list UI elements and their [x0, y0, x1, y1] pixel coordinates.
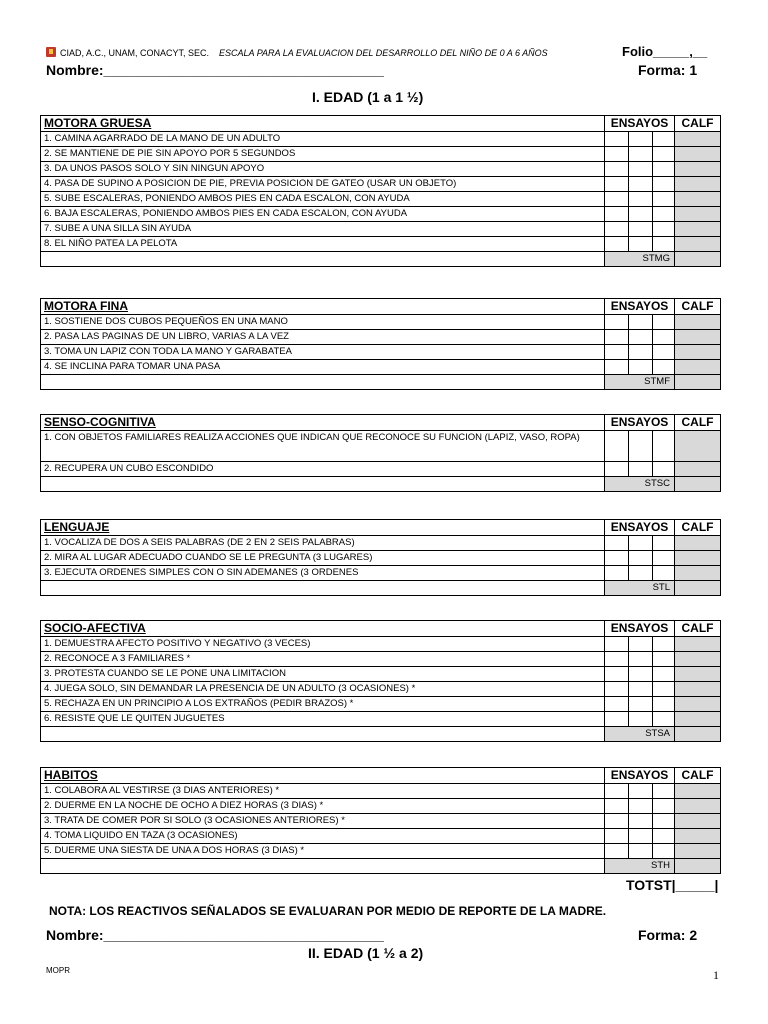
- calf-cell[interactable]: [675, 237, 721, 252]
- ensayo-cell[interactable]: [629, 192, 653, 207]
- item-text: 6. BAJA ESCALERAS, PONIENDO AMBOS PIES EN CADA ESCALON, CON AYUDA: [41, 207, 605, 222]
- item-text: 2. RECONOCE A 3 FAMILIARES *: [41, 652, 605, 667]
- section-title: SOCIO-AFECTIVA: [41, 621, 605, 637]
- ensayo-cell[interactable]: [605, 536, 629, 551]
- ensayo-cell[interactable]: [629, 462, 653, 477]
- item-text: 3. TOMA UN LAPIZ CON TODA LA MANO Y GARABATEA: [41, 345, 605, 360]
- ensayo-cell[interactable]: [605, 177, 629, 192]
- ensayo-cell[interactable]: [605, 132, 629, 147]
- ensayo-cell[interactable]: [653, 330, 675, 345]
- ensayo-cell[interactable]: [605, 829, 629, 844]
- ensayo-cell[interactable]: [629, 330, 653, 345]
- subtotal-label: STL: [605, 581, 675, 596]
- calf-cell[interactable]: [675, 682, 721, 697]
- item-text: 1. CAMINA AGARRADO DE LA MANO DE UN ADULTO: [41, 132, 605, 147]
- ensayo-cell[interactable]: [605, 637, 629, 652]
- section-title: HABITOS: [41, 768, 605, 784]
- ensayo-cell[interactable]: [605, 345, 629, 360]
- calf-cell[interactable]: [675, 360, 721, 375]
- subtotal-row: [41, 859, 721, 874]
- ensayo-cell[interactable]: [629, 667, 653, 682]
- calf-cell[interactable]: [675, 697, 721, 712]
- section-table: [40, 414, 721, 492]
- table-row: [41, 667, 721, 682]
- ensayo-cell[interactable]: [605, 566, 629, 581]
- ensayo-cell[interactable]: [653, 566, 675, 581]
- item-text: 1. COLABORA AL VESTIRSE (3 DIAS ANTERIORES) *: [41, 784, 605, 799]
- subtotal-label: STH: [605, 859, 675, 874]
- calf-cell[interactable]: [675, 799, 721, 814]
- ensayo-cell[interactable]: [653, 536, 675, 551]
- ensayo-cell[interactable]: [605, 192, 629, 207]
- subtotal-row: [41, 375, 721, 390]
- table-row: [41, 844, 721, 859]
- edad-title-2: II. EDAD (1 ½ a 2): [308, 945, 424, 961]
- calf-header: CALF: [675, 621, 721, 637]
- ensayo-cell[interactable]: [653, 712, 675, 727]
- forma-label: Forma: 1: [638, 62, 698, 78]
- calf-header: CALF: [675, 520, 721, 536]
- item-text: 3. PROTESTA CUANDO SE LE PONE UNA LIMITACION: [41, 667, 605, 682]
- ensayo-cell[interactable]: [653, 222, 675, 237]
- section-title: SENSO-COGNITIVA: [41, 415, 605, 431]
- ensayo-cell[interactable]: [605, 844, 629, 859]
- calf-cell[interactable]: [675, 829, 721, 844]
- subtotal-value[interactable]: [675, 252, 721, 267]
- calf-cell[interactable]: [675, 431, 721, 462]
- table-row: [41, 652, 721, 667]
- ensayo-cell[interactable]: [605, 207, 629, 222]
- ensayo-cell[interactable]: [653, 682, 675, 697]
- item-text: 1. SOSTIENE DOS CUBOS PEQUEÑOS EN UNA MANO: [41, 315, 605, 330]
- ensayo-cell[interactable]: [629, 829, 653, 844]
- logo-icon: [46, 47, 56, 57]
- table-row: [41, 566, 721, 581]
- ensayos-header: ENSAYOS: [605, 520, 675, 536]
- subtotal-value[interactable]: [675, 375, 721, 390]
- ensayo-cell[interactable]: [629, 315, 653, 330]
- ensayo-cell[interactable]: [653, 360, 675, 375]
- item-text: 4. PASA DE SUPINO A POSICION DE PIE, PREVIA POSICION DE GATEO (USAR UN OBJETO): [41, 177, 605, 192]
- calf-cell[interactable]: [675, 844, 721, 859]
- ensayo-cell[interactable]: [653, 667, 675, 682]
- table-row: [41, 237, 721, 252]
- table-row: [41, 637, 721, 652]
- nombre-field: Nombre:____________________________________: [46, 62, 384, 78]
- ensayo-cell[interactable]: [605, 162, 629, 177]
- ensayo-cell[interactable]: [629, 162, 653, 177]
- item-text: 2. PASA LAS PAGINAS DE UN LIBRO, VARIAS A LA VEZ: [41, 330, 605, 345]
- table-row: [41, 315, 721, 330]
- nombre-field-2: Nombre:____________________________________: [46, 927, 384, 943]
- edad-title: I. EDAD (1 a 1 ½): [312, 89, 424, 105]
- item-text: 4. SE INCLINA PARA TOMAR UNA PASA: [41, 360, 605, 375]
- ensayo-cell[interactable]: [605, 799, 629, 814]
- ensayo-cell[interactable]: [605, 431, 629, 462]
- item-text: 3. DA UNOS PASOS SOLO Y SIN NINGUN APOYO: [41, 162, 605, 177]
- calf-cell[interactable]: [675, 536, 721, 551]
- item-text: 1. DEMUESTRA AFECTO POSITIVO Y NEGATIVO (3 VECES): [41, 637, 605, 652]
- calf-header: CALF: [675, 768, 721, 784]
- ensayo-cell[interactable]: [605, 222, 629, 237]
- ensayo-cell[interactable]: [605, 147, 629, 162]
- calf-cell[interactable]: [675, 551, 721, 566]
- ensayo-cell[interactable]: [629, 222, 653, 237]
- table-row: [41, 132, 721, 147]
- totst-field: TOTST|_____|: [626, 877, 719, 893]
- calf-cell[interactable]: [675, 147, 721, 162]
- calf-header: CALF: [675, 299, 721, 315]
- item-text: 2. DUERME EN LA NOCHE DE OCHO A DIEZ HORAS (3 DIAS) *: [41, 799, 605, 814]
- calf-cell[interactable]: [675, 192, 721, 207]
- ensayos-header: ENSAYOS: [605, 768, 675, 784]
- ensayo-cell[interactable]: [629, 345, 653, 360]
- ensayo-cell[interactable]: [629, 814, 653, 829]
- section-title: LENGUAJE: [41, 520, 605, 536]
- ensayo-cell[interactable]: [653, 192, 675, 207]
- subtotal-row: [41, 252, 721, 267]
- subtotal-label: STSC: [605, 477, 675, 492]
- calf-cell[interactable]: [675, 667, 721, 682]
- subtotal-row: [41, 477, 721, 492]
- ensayo-cell[interactable]: [629, 566, 653, 581]
- ensayo-cell[interactable]: [605, 697, 629, 712]
- ensayo-cell[interactable]: [653, 147, 675, 162]
- item-text: 4. TOMA LIQUIDO EN TAZA (3 OCASIONES): [41, 829, 605, 844]
- ensayo-cell[interactable]: [629, 237, 653, 252]
- calf-cell[interactable]: [675, 637, 721, 652]
- ensayo-cell[interactable]: [653, 431, 675, 462]
- calf-header: CALF: [675, 415, 721, 431]
- ensayo-cell[interactable]: [629, 147, 653, 162]
- item-text: 8. EL NIÑO PATEA LA PELOTA: [41, 237, 605, 252]
- ensayo-cell[interactable]: [629, 652, 653, 667]
- ensayo-cell[interactable]: [653, 551, 675, 566]
- calf-cell[interactable]: [675, 784, 721, 799]
- ensayo-cell[interactable]: [653, 237, 675, 252]
- ensayo-cell[interactable]: [629, 712, 653, 727]
- table-row: [41, 536, 721, 551]
- calf-cell[interactable]: [675, 177, 721, 192]
- ensayo-cell[interactable]: [629, 177, 653, 192]
- table-row: [41, 712, 721, 727]
- section-table: [40, 519, 721, 596]
- ensayos-header: ENSAYOS: [605, 116, 675, 132]
- section-table: [40, 620, 721, 742]
- item-text: 5. RECHAZA EN UN PRINCIPIO A LOS EXTRAÑOS (PEDIR BRAZOS) *: [41, 697, 605, 712]
- ensayo-cell[interactable]: [605, 551, 629, 566]
- subtotal-label: STMF: [605, 375, 675, 390]
- subtotal-value[interactable]: [675, 581, 721, 596]
- calf-cell[interactable]: [675, 207, 721, 222]
- ensayo-cell[interactable]: [653, 637, 675, 652]
- calf-cell[interactable]: [675, 132, 721, 147]
- item-text: 6. RESISTE QUE LE QUITEN JUGUETES: [41, 712, 605, 727]
- subtotal-blank: [41, 477, 605, 492]
- ensayo-cell[interactable]: [629, 682, 653, 697]
- ensayo-cell[interactable]: [605, 462, 629, 477]
- table-row: [41, 682, 721, 697]
- ensayo-cell[interactable]: [653, 829, 675, 844]
- calf-cell[interactable]: [675, 462, 721, 477]
- ensayo-cell[interactable]: [653, 345, 675, 360]
- ensayo-cell[interactable]: [605, 360, 629, 375]
- section-table: [40, 298, 721, 390]
- ensayos-header: ENSAYOS: [605, 621, 675, 637]
- table-row: [41, 829, 721, 844]
- subtotal-blank: [41, 375, 605, 390]
- table-row: [41, 345, 721, 360]
- calf-cell[interactable]: [675, 712, 721, 727]
- ensayo-cell[interactable]: [605, 330, 629, 345]
- header-scale-title: ESCALA PARA LA EVALUACION DEL DESARROLLO DEL NIÑO DE 0 A 6 AÑOS: [219, 48, 548, 58]
- ensayo-cell[interactable]: [605, 682, 629, 697]
- table-row: [41, 147, 721, 162]
- calf-cell[interactable]: [675, 652, 721, 667]
- table-row: [41, 177, 721, 192]
- subtotal-blank: [41, 727, 605, 742]
- calf-cell[interactable]: [675, 315, 721, 330]
- subtotal-blank: [41, 252, 605, 267]
- ensayo-cell[interactable]: [629, 431, 653, 462]
- subtotal-label: STMG: [605, 252, 675, 267]
- subtotal-label: STSA: [605, 727, 675, 742]
- ensayo-cell[interactable]: [653, 132, 675, 147]
- header-line: [46, 47, 548, 58]
- table-row: [41, 162, 721, 177]
- ensayo-cell[interactable]: [629, 844, 653, 859]
- table-row: [41, 784, 721, 799]
- calf-cell[interactable]: [675, 566, 721, 581]
- section-table: [40, 115, 721, 267]
- ensayo-cell[interactable]: [653, 844, 675, 859]
- table-row: [41, 814, 721, 829]
- footer-code: MOPR: [46, 966, 70, 975]
- item-text: 2. SE MANTIENE DE PIE SIN APOYO POR 5 SEGUNDOS: [41, 147, 605, 162]
- section-title: MOTORA FINA: [41, 299, 605, 315]
- ensayo-cell[interactable]: [653, 814, 675, 829]
- table-row: [41, 431, 721, 462]
- ensayo-cell[interactable]: [653, 652, 675, 667]
- subtotal-row: [41, 727, 721, 742]
- ensayo-cell[interactable]: [629, 551, 653, 566]
- ensayo-cell[interactable]: [653, 697, 675, 712]
- calf-cell[interactable]: [675, 330, 721, 345]
- ensayo-cell[interactable]: [605, 315, 629, 330]
- subtotal-value[interactable]: [675, 477, 721, 492]
- calf-cell[interactable]: [675, 345, 721, 360]
- section-table: [40, 767, 721, 874]
- forma-label-2: Forma: 2: [638, 927, 698, 943]
- ensayo-cell[interactable]: [653, 462, 675, 477]
- ensayo-cell[interactable]: [605, 814, 629, 829]
- ensayos-header: ENSAYOS: [605, 415, 675, 431]
- ensayos-header: ENSAYOS: [605, 299, 675, 315]
- nota-text: NOTA: LOS REACTIVOS SEÑALADOS SE EVALUARAN POR MEDIO DE REPORTE DE LA MADRE.: [49, 904, 607, 918]
- ensayo-cell[interactable]: [629, 799, 653, 814]
- ensayo-cell[interactable]: [605, 652, 629, 667]
- table-row: [41, 192, 721, 207]
- subtotal-blank: [41, 581, 605, 596]
- ensayo-cell[interactable]: [605, 784, 629, 799]
- section-title: MOTORA GRUESA: [41, 116, 605, 132]
- calf-header: CALF: [675, 116, 721, 132]
- ensayo-cell[interactable]: [653, 784, 675, 799]
- item-text: 3. EJECUTA ORDENES SIMPLES CON O SIN ADEMANES (3 ORDENES: [41, 566, 605, 581]
- ensayo-cell[interactable]: [629, 637, 653, 652]
- item-text: 5. SUBE ESCALERAS, PONIENDO AMBOS PIES EN CADA ESCALON, CON AYUDA: [41, 192, 605, 207]
- ensayo-cell[interactable]: [605, 667, 629, 682]
- ensayo-cell[interactable]: [629, 360, 653, 375]
- table-row: [41, 360, 721, 375]
- calf-cell[interactable]: [675, 162, 721, 177]
- ensayo-cell[interactable]: [605, 237, 629, 252]
- item-text: 5. DUERME UNA SIESTA DE UNA A DOS HORAS (3 DIAS) *: [41, 844, 605, 859]
- table-row: [41, 551, 721, 566]
- subtotal-blank: [41, 859, 605, 874]
- item-text: 2. MIRA AL LUGAR ADECUADO CUANDO SE LE PREGUNTA (3 LUGARES): [41, 551, 605, 566]
- folio-field: Folio_____,__: [622, 44, 708, 59]
- item-text: 3. TRATA DE COMER POR SI SOLO (3 OCASIONES ANTERIORES) *: [41, 814, 605, 829]
- table-row: [41, 799, 721, 814]
- item-text: 1. VOCALIZA DE DOS A SEIS PALABRAS (DE 2 EN 2 SEIS PALABRAS): [41, 536, 605, 551]
- item-text: 2. RECUPERA UN CUBO ESCONDIDO: [41, 462, 605, 477]
- subtotal-value[interactable]: [675, 859, 721, 874]
- table-row: [41, 697, 721, 712]
- ensayo-cell[interactable]: [629, 697, 653, 712]
- ensayo-cell[interactable]: [653, 207, 675, 222]
- item-text: 7. SUBE A UNA SILLA SIN AYUDA: [41, 222, 605, 237]
- calf-cell[interactable]: [675, 222, 721, 237]
- ensayo-cell[interactable]: [653, 162, 675, 177]
- table-row: [41, 330, 721, 345]
- ensayo-cell[interactable]: [629, 536, 653, 551]
- ensayo-cell[interactable]: [653, 177, 675, 192]
- item-text: 4. JUEGA SOLO, SIN DEMANDAR LA PRESENCIA DE UN ADULTO (3 OCASIONES) *: [41, 682, 605, 697]
- ensayo-cell[interactable]: [653, 799, 675, 814]
- table-row: [41, 222, 721, 237]
- calf-cell[interactable]: [675, 814, 721, 829]
- ensayo-cell[interactable]: [653, 315, 675, 330]
- ensayo-cell[interactable]: [605, 712, 629, 727]
- ensayo-cell[interactable]: [629, 132, 653, 147]
- ensayo-cell[interactable]: [629, 207, 653, 222]
- item-text: 1. CON OBJETOS FAMILIARES REALIZA ACCIONES QUE INDICAN QUE RECONOCE SU FUNCION (LAPIZ, VASO, ROPA): [41, 431, 605, 462]
- subtotal-value[interactable]: [675, 727, 721, 742]
- page-number: 1: [713, 968, 719, 982]
- table-row: [41, 462, 721, 477]
- table-row: [41, 207, 721, 222]
- header-org: CIAD, A.C., UNAM, CONACYT, SEC.: [60, 48, 210, 58]
- subtotal-row: [41, 581, 721, 596]
- ensayo-cell[interactable]: [629, 784, 653, 799]
